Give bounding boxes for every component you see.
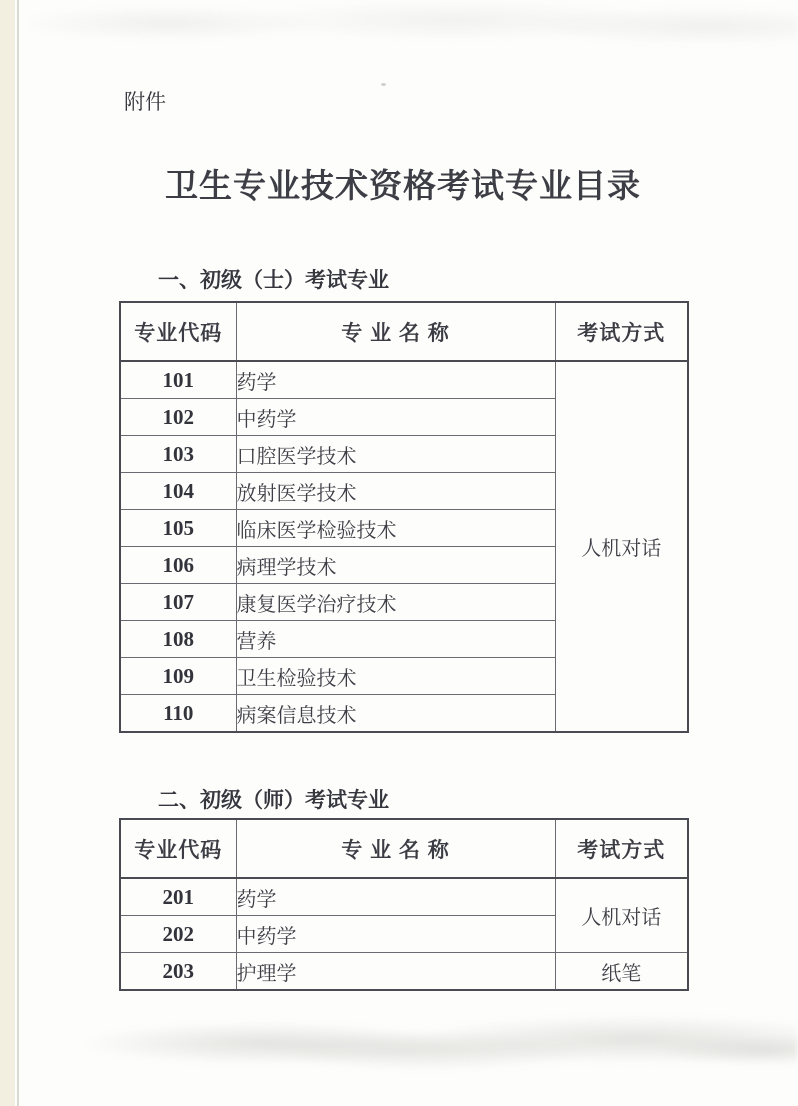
- scan-noise-bottom: [58, 1010, 798, 1084]
- name-cell: 中药学: [236, 399, 555, 436]
- code-cell: 104: [120, 473, 236, 510]
- method-cell-merged: 人机对话: [555, 878, 688, 953]
- code-cell: 202: [120, 916, 236, 953]
- table-header-row: [120, 819, 688, 878]
- name-cell: 临床医学检验技术: [236, 510, 555, 547]
- exam-table-junior-shi: [119, 301, 689, 733]
- code-cell: 102: [120, 399, 236, 436]
- code-cell: 107: [120, 584, 236, 621]
- name-cell: 放射医学技术: [236, 473, 555, 510]
- table-row: [120, 878, 688, 916]
- scan-left-edge-strip: [0, 0, 15, 1106]
- name-cell: 口腔医学技术: [236, 436, 555, 473]
- code-cell: 108: [120, 621, 236, 658]
- table-row: [120, 953, 688, 991]
- method-cell: 纸笔: [555, 953, 688, 991]
- name-cell: 病案信息技术: [236, 695, 555, 733]
- name-cell: 护理学: [236, 953, 555, 991]
- code-cell: 103: [120, 436, 236, 473]
- code-cell: 110: [120, 695, 236, 733]
- document-title: 卫生专业技术资格考试专业目录: [165, 169, 641, 205]
- column-header-method: 考试方式: [555, 819, 688, 878]
- exam-table-junior-shi2: [119, 818, 689, 991]
- column-header-code: 专业代码: [120, 819, 236, 878]
- name-cell: 中药学: [236, 916, 555, 953]
- name-cell: 病理学技术: [236, 547, 555, 584]
- column-header-code: 专业代码: [120, 302, 236, 361]
- table-header-row: [120, 302, 688, 361]
- code-cell: 201: [120, 878, 236, 916]
- name-cell: 药学: [236, 361, 555, 399]
- name-cell: 药学: [236, 878, 555, 916]
- scan-left-edge-line: [17, 0, 19, 1106]
- table-row: [120, 361, 688, 399]
- code-cell: 109: [120, 658, 236, 695]
- section-2-heading: 二、初级（师）考试专业: [158, 789, 389, 812]
- code-cell: 106: [120, 547, 236, 584]
- code-cell: 105: [120, 510, 236, 547]
- column-header-method: 考试方式: [555, 302, 688, 361]
- scan-speck: [381, 83, 386, 86]
- method-cell-merged: 人机对话: [555, 361, 688, 732]
- column-header-name: 专 业 名 称: [236, 819, 555, 878]
- name-cell: 卫生检验技术: [236, 658, 555, 695]
- column-header-name: 专 业 名 称: [236, 302, 555, 361]
- attachment-label: 附件: [124, 91, 166, 114]
- name-cell: 营养: [236, 621, 555, 658]
- code-cell: 203: [120, 953, 236, 991]
- code-cell: 101: [120, 361, 236, 399]
- section-1-heading: 一、初级（士）考试专业: [158, 269, 389, 292]
- scan-noise-top: [30, 0, 798, 58]
- name-cell: 康复医学治疗技术: [236, 584, 555, 621]
